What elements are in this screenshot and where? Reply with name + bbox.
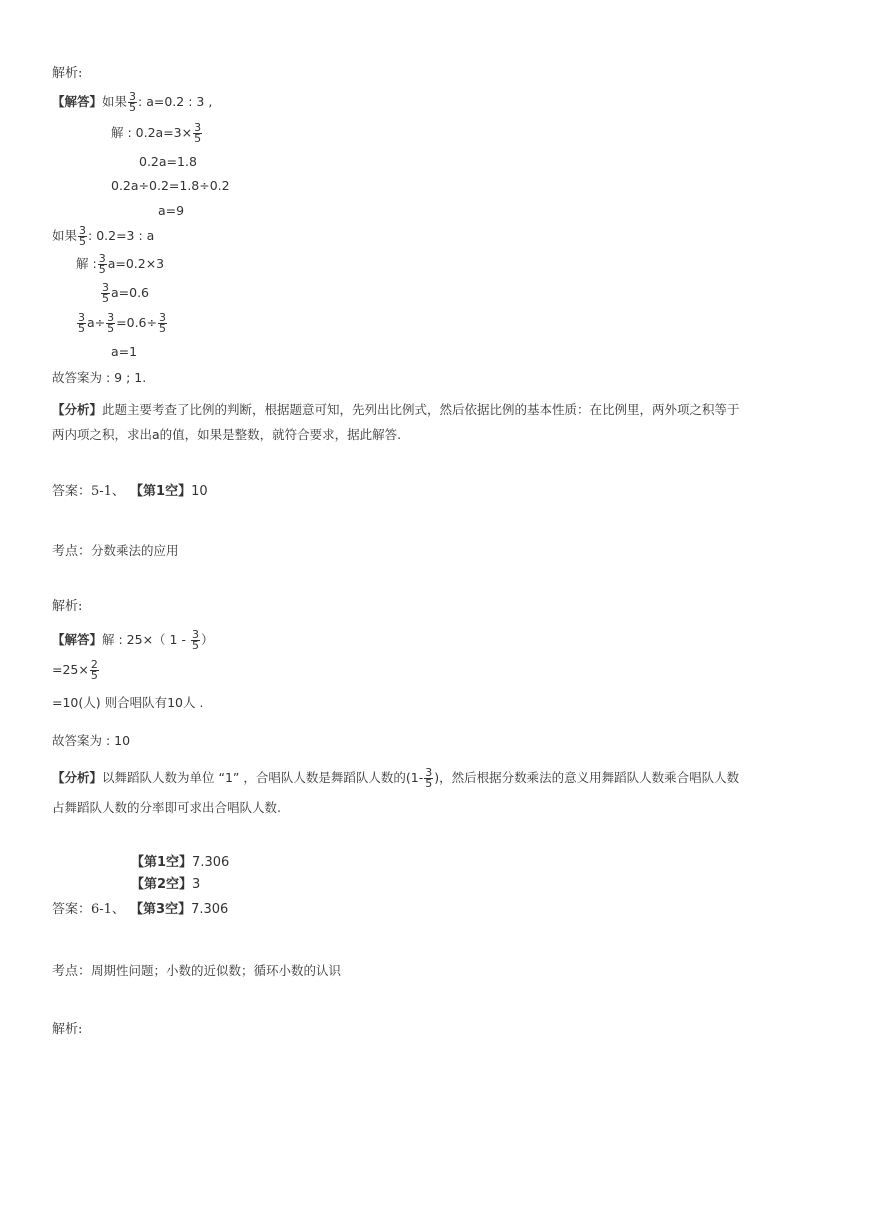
fraction bbox=[77, 313, 86, 334]
solution-line-5: a=9 bbox=[158, 203, 185, 218]
text: ） bbox=[200, 632, 214, 647]
denominator: 5 bbox=[158, 322, 166, 335]
q5-analysis-line-2: 占舞蹈队人数的分率即可求出合唱队人数. bbox=[52, 800, 281, 815]
fraction bbox=[424, 768, 433, 789]
answer-5-1 bbox=[52, 480, 208, 499]
denominator: 5 bbox=[90, 669, 98, 682]
solution-line-2 bbox=[111, 123, 203, 144]
denominator: 5 bbox=[129, 101, 137, 114]
text: 解 : bbox=[76, 256, 97, 271]
solution-line-6 bbox=[52, 226, 154, 247]
blank-tag: 【第3空】 bbox=[130, 902, 192, 917]
numerator: 3 bbox=[78, 311, 85, 324]
fraction bbox=[101, 283, 110, 304]
answer-label: 答案：5-1、 bbox=[52, 484, 125, 499]
text: =25× bbox=[52, 662, 89, 677]
solution-line-9 bbox=[76, 313, 168, 334]
solution-line-7 bbox=[76, 254, 164, 275]
answer-6-blanks bbox=[131, 852, 229, 896]
jiexi-label-6: 解析: bbox=[52, 1022, 83, 1037]
analysis-line-2: 两内项之积，求出a的值，如果是整数，就符合要求，据此解答. bbox=[52, 427, 402, 442]
numerator: 3 bbox=[98, 252, 106, 265]
blank-value: 7.306 bbox=[191, 902, 229, 917]
fraction bbox=[128, 92, 137, 113]
blank-value: 7.306 bbox=[192, 855, 230, 870]
blank-value: 3 bbox=[192, 877, 201, 892]
text: : a=0.2 : 3 , bbox=[138, 94, 213, 109]
text: : 0.2=3 : a bbox=[88, 228, 155, 243]
denominator: 5 bbox=[107, 322, 115, 335]
blank-value: 10 bbox=[191, 484, 208, 499]
denominator: 5 bbox=[194, 132, 202, 145]
jiexi-label: 解析: bbox=[52, 66, 83, 81]
fenxi-tag: 【分析】 bbox=[52, 402, 103, 417]
kaodian-text: 周期性问题；小数的近似数；循环小数的认识 bbox=[91, 963, 342, 978]
blank-1 bbox=[131, 852, 229, 874]
text: 如果 bbox=[102, 94, 128, 109]
denominator: 5 bbox=[78, 322, 85, 335]
kaodian-label: 考点： bbox=[52, 544, 92, 559]
denominator: 5 bbox=[425, 777, 433, 790]
blank-tag: 【第1空】 bbox=[131, 855, 193, 870]
numerator: 3 bbox=[158, 311, 166, 324]
answer-line: 故答案为 : 9 ; 1. bbox=[52, 370, 147, 385]
text: 此题主要考查了比例的判断，根据题意可知，先列出比例式，然后依据比例的基本性质：在比例里，两外项之积等于 bbox=[102, 402, 740, 417]
blank-tag: 【第1空】 bbox=[130, 484, 192, 499]
numerator: 2 bbox=[90, 658, 98, 671]
numerator: 3 bbox=[194, 121, 202, 134]
numerator: 3 bbox=[191, 628, 199, 641]
fraction bbox=[98, 254, 107, 275]
fraction bbox=[193, 123, 202, 144]
denominator: 5 bbox=[102, 292, 109, 305]
analysis-line-1 bbox=[52, 397, 832, 422]
jiexi-label-5: 解析: bbox=[52, 599, 83, 614]
q5-answer-line: 故答案为 : 10 bbox=[52, 733, 131, 748]
denominator: 5 bbox=[191, 639, 199, 652]
denominator: 5 bbox=[79, 235, 87, 248]
numerator: 3 bbox=[79, 224, 87, 237]
text: )，然后根据分数乘法的意义用舞蹈队人数乘合唱队人数 bbox=[434, 770, 740, 785]
solution-line-1 bbox=[52, 92, 212, 113]
text: 解 : 25×（ 1 - bbox=[102, 632, 186, 647]
fraction bbox=[78, 226, 87, 247]
fraction bbox=[191, 630, 200, 651]
kaodian-text: 分数乘法的应用 bbox=[91, 543, 179, 558]
text: a÷ bbox=[87, 315, 106, 330]
text: 如果 bbox=[52, 228, 78, 243]
solution-line-8 bbox=[100, 283, 149, 304]
fraction bbox=[106, 313, 115, 334]
jieda-tag: 【解答】 bbox=[52, 94, 103, 109]
q5-solution-line-3: =10(人) 则合唱队有10人 . bbox=[52, 695, 204, 710]
answer-6-1 bbox=[52, 898, 228, 917]
answer-label: 答案：6-1、 bbox=[52, 902, 125, 917]
fraction bbox=[158, 313, 167, 334]
denominator: 5 bbox=[98, 263, 106, 276]
fraction bbox=[90, 660, 99, 681]
q5-analysis-line-1 bbox=[52, 763, 842, 793]
numerator: 3 bbox=[107, 311, 115, 324]
jieda-tag: 【解答】 bbox=[52, 632, 103, 647]
numerator: 3 bbox=[102, 281, 109, 294]
kaodian-label: 考点： bbox=[52, 964, 92, 979]
q5-solution-line-2 bbox=[52, 660, 100, 681]
solution-line-4: 0.2a÷0.2=1.8÷0.2 bbox=[111, 178, 230, 193]
text: 解 : 0.2a=3× bbox=[111, 125, 193, 140]
blank-2 bbox=[131, 874, 229, 896]
fenxi-tag: 【分析】 bbox=[52, 770, 103, 785]
text: 以舞蹈队人数为单位 “1” ，合唱队人数是舞蹈队人数的(1- bbox=[102, 770, 424, 785]
solution-line-3: 0.2a=1.8 bbox=[139, 154, 197, 169]
blank-tag: 【第2空】 bbox=[131, 877, 193, 892]
numerator: 3 bbox=[129, 90, 137, 103]
text: a=0.6 bbox=[111, 285, 150, 300]
kaodian-5 bbox=[52, 540, 179, 559]
solution-line-10: a=1 bbox=[111, 344, 138, 359]
text: =0.6÷ bbox=[116, 315, 157, 330]
analysis-paragraph bbox=[52, 397, 832, 447]
kaodian-6 bbox=[52, 960, 341, 979]
blank-3 bbox=[130, 902, 228, 917]
numerator: 3 bbox=[425, 766, 433, 779]
text: a=0.2×3 bbox=[107, 256, 165, 271]
q5-solution-line-1 bbox=[52, 630, 213, 651]
q5-analysis-paragraph bbox=[52, 763, 842, 823]
